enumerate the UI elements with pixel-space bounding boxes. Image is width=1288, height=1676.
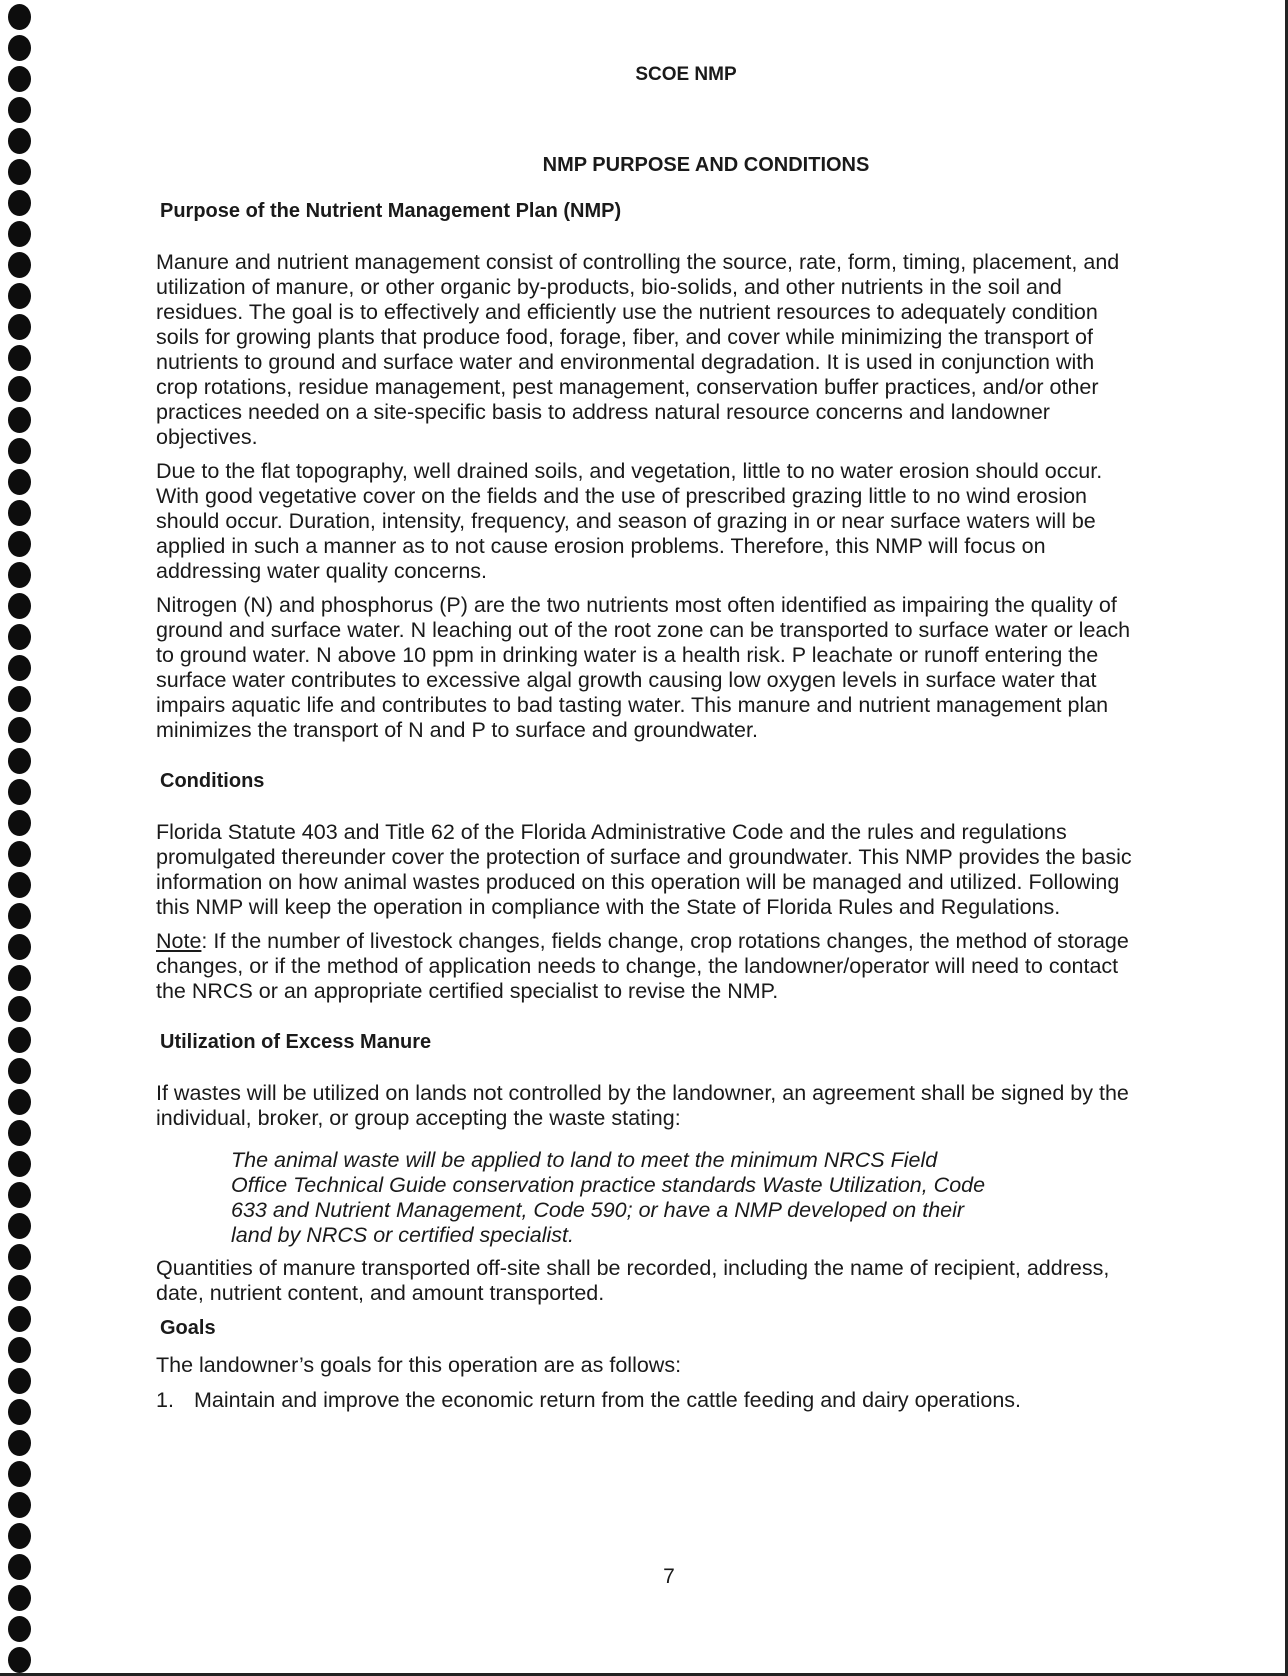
binding-hole (8, 438, 31, 464)
binding-hole (8, 1275, 31, 1301)
page-title: NMP PURPOSE AND CONDITIONS (542, 154, 870, 176)
binding-hole (8, 469, 31, 495)
section-heading-goals: Goals (160, 1317, 216, 1339)
binding-hole (8, 97, 31, 123)
binding-hole (8, 934, 31, 960)
binding-hole (8, 965, 31, 991)
purpose-paragraph-2: Due to the flat topography, well drained soils, and vegetation, little to no water erosion should occur. With good vegetative cover on the fields and the use of prescribed grazing little to no wind erosion should occur. Duration, intensity, frequency, and season of grazing in or near surface waters will be applied in such a manner as to not cause erosion problems. Therefore, this NMP will focus on addressing water quality concerns. (156, 459, 1103, 583)
binding-hole (8, 1058, 31, 1084)
binding-hole (8, 1244, 31, 1270)
binding-hole (8, 779, 31, 805)
binding-hole (8, 35, 31, 61)
running-head: SCOE NMP (635, 64, 737, 85)
binding-hole (8, 4, 31, 30)
purpose-paragraph-1: Manure and nutrient management consist of controlling the source, rate, form, timing, placement, and utilization of manure, or other organic by-products, bio-solids, and other nutrients in the soil and residues. The goal is to effectively and efficiently use the nutrient resources to adequately condition soils for growing plants that produce food, forage, fiber, and cover while minimizing the transport of nutrients to ground and surface water and environmental degradation. It is used in conjunction with crop rotations, residue management, pest management, conservation buffer practices, and/or other practices needed on a site-specific basis to address natural resource concerns and landowner objectives. (156, 250, 1120, 449)
section-heading-excess-manure: Utilization of Excess Manure (160, 1031, 432, 1053)
binding-hole (8, 655, 31, 681)
section-heading-purpose: Purpose of the Nutrient Management Plan (NMP) (160, 200, 622, 222)
binding-hole (8, 1399, 31, 1425)
binding-hole (8, 1120, 31, 1146)
note-label: Note (156, 929, 202, 953)
binding-hole (8, 996, 31, 1022)
binding-hole (8, 1647, 31, 1673)
binding-hole (8, 1461, 31, 1487)
binding-hole (8, 128, 31, 154)
binding-hole (8, 1492, 31, 1518)
binding-hole (8, 1616, 31, 1642)
conditions-paragraph-1: Florida Statute 403 and Title 62 of the Florida Administrative Code and the rules and regulations promulgated thereunder cover the protection of surface and groundwater. This NMP provides the basic information on how animal wastes produced on this operation will be managed and utilized. Following this NMP will keep the operation in compliance with the State of Florida Rules and Regulations. (156, 820, 1132, 919)
binding-hole (8, 1430, 31, 1456)
goals-list (156, 1388, 1136, 1413)
binding-hole (8, 810, 31, 836)
binding-hole (8, 66, 31, 92)
binding-hole (8, 376, 31, 402)
binding-holes (8, 0, 38, 1676)
purpose-paragraph-3: Nitrogen (N) and phosphorus (P) are the two nutrients most often identified as impairing the quality of ground and surface water. N leaching out of the root zone can be transported to surface water or leach to ground water. N above 10 ppm in drinking water is a health risk. P leachate or runoff entering the surface water contributes to excessive algal growth causing low oxygen levels in surface water that impairs aquatic life and contributes to bad tasting water. This manure and nutrient management plan minimizes the transport of N and P to surface and groundwater. (156, 593, 1131, 742)
binding-hole (8, 1337, 31, 1363)
binding-hole (8, 748, 31, 774)
conditions-note (156, 929, 1136, 1004)
binding-hole (8, 686, 31, 712)
binding-hole (8, 717, 31, 743)
binding-hole (8, 903, 31, 929)
binding-hole (8, 221, 31, 247)
binding-hole (8, 624, 31, 650)
binding-hole (8, 562, 31, 588)
binding-hole (8, 345, 31, 371)
binding-hole (8, 593, 31, 619)
binding-hole (8, 841, 31, 867)
binding-hole (8, 1368, 31, 1394)
binding-hole (8, 1089, 31, 1115)
binding-hole (8, 407, 31, 433)
section-heading-conditions: Conditions (160, 770, 265, 792)
goal-text: Maintain and improve the economic return from the cattle feeding and dairy operations. (194, 1388, 1022, 1412)
binding-hole (8, 190, 31, 216)
binding-hole (8, 252, 31, 278)
binding-hole (8, 1182, 31, 1208)
binding-hole (8, 500, 31, 526)
binding-hole (8, 314, 31, 340)
binding-hole (8, 1151, 31, 1177)
note-text: : If the number of livestock changes, fields change, crop rotations changes, the method of storage changes, or if the method of application needs to change, the landowner/operator will need to contact the NRCS or an appropriate certified specialist to revise the NMP. (156, 929, 1129, 1003)
goal-number: 1. (156, 1388, 174, 1412)
goals-intro: The landowner’s goals for this operation are as follows: (156, 1353, 682, 1377)
binding-hole (8, 1523, 31, 1549)
binding-hole (8, 283, 31, 309)
page-number: 7 (663, 1565, 675, 1588)
excess-paragraph-1: If wastes will be utilized on lands not controlled by the landowner, an agreement shall be signed by the individual, broker, or group accepting the waste stating: (156, 1081, 1129, 1130)
list-item (156, 1388, 1136, 1413)
binding-hole (8, 1306, 31, 1332)
page-content (156, 62, 1136, 1413)
binding-hole (8, 531, 31, 557)
binding-hole (8, 159, 31, 185)
excess-paragraph-2: Quantities of manure transported off-site shall be recorded, including the name of recipient, address, date, nutrient content, and amount transported. (156, 1256, 1110, 1305)
binding-hole (8, 1213, 31, 1239)
binding-hole (8, 872, 31, 898)
binding-hole (8, 1027, 31, 1053)
agreement-quote: The animal waste will be applied to land to meet the minimum NRCS Field Office Technical Guide conservation practice standards Waste Utilization, Code 633 and Nutrient Management, Code 590; or have a NMP developed on their land by NRCS or certified specialist. (231, 1148, 986, 1247)
